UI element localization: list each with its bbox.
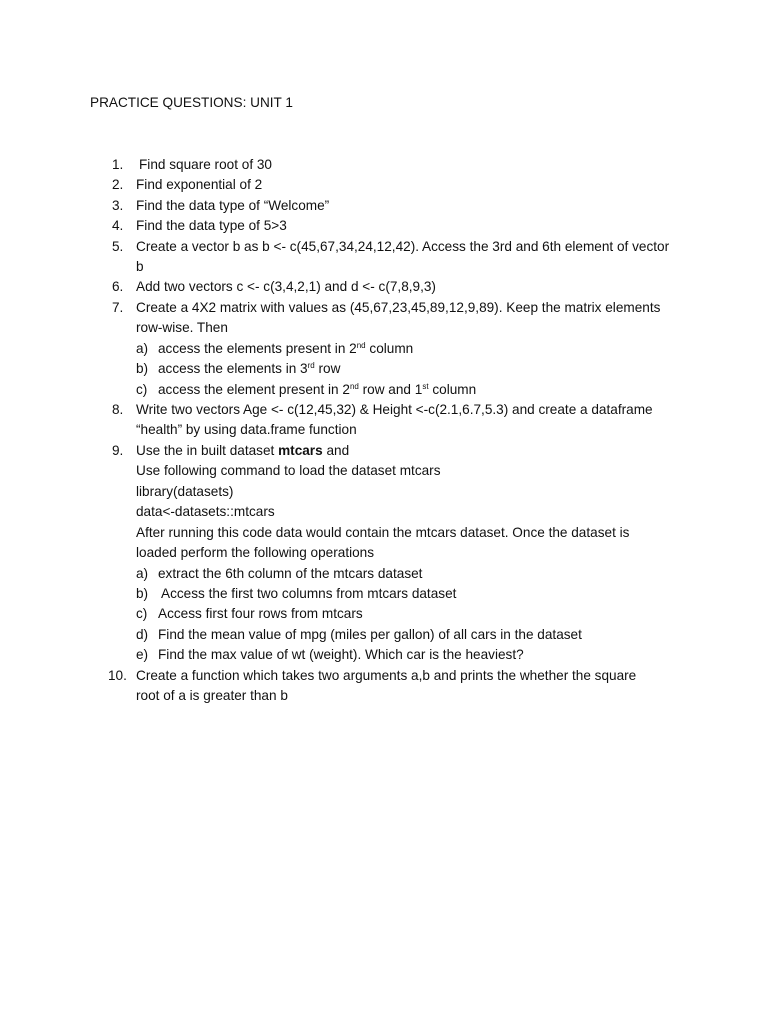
sub-question-label: a) xyxy=(136,341,149,356)
code-line: data<-datasets::mtcars xyxy=(136,504,275,519)
dataset-name: mtcars xyxy=(278,443,323,458)
sub-question-label: e) xyxy=(136,647,149,662)
question-text: Add two vectors c <- c(3,4,2,1) and d <- c(7,8,9,3) xyxy=(136,279,436,294)
question-text: loaded perform the following operations xyxy=(136,545,375,560)
sub-question-label: c) xyxy=(136,382,148,397)
question-number: 4. xyxy=(112,218,124,233)
sub-question-label: b) xyxy=(136,586,149,601)
sub-question-text: access the elements in 3 xyxy=(158,361,308,376)
question-number: 7. xyxy=(112,300,124,315)
superscript: nd xyxy=(349,382,359,391)
sub-question-text: row and 1 xyxy=(358,382,423,397)
sub-question-text: extract the 6th column of the mtcars dataset xyxy=(158,566,423,581)
question-number: 1. xyxy=(112,157,124,172)
question-text: Use following command to load the dataset mtcars xyxy=(136,463,441,478)
sub-question-label: b) xyxy=(136,361,149,376)
question-text: Find the data type of 5>3 xyxy=(136,218,287,233)
question-text: b xyxy=(136,259,144,274)
superscript: st xyxy=(422,382,429,391)
sub-question-label: d) xyxy=(136,627,149,642)
question-text: Create a vector b as b <- c(45,67,34,24,12,42). Access the 3rd and 6th element of vector xyxy=(136,239,670,254)
question-number: 3. xyxy=(112,198,124,213)
page-title: PRACTICE QUESTIONS: UNIT 1 xyxy=(90,95,293,110)
question-text: After running this code data would contain the mtcars dataset. Once the dataset is xyxy=(136,525,630,540)
question-text: Find square root of 30 xyxy=(139,157,272,172)
superscript: nd xyxy=(356,341,366,350)
sub-question-text: column xyxy=(365,341,414,356)
question-text: Create a 4X2 matrix with values as (45,67,23,45,89,12,9,89). Keep the matrix elements xyxy=(136,300,661,315)
sub-question-text: access the element present in 2 xyxy=(158,382,350,397)
question-text: Use the in built dataset xyxy=(136,443,279,458)
sub-question-text: Find the mean value of mpg (miles per gallon) of all cars in the dataset xyxy=(158,627,582,642)
question-text: “health” by using data.frame function xyxy=(136,422,357,437)
question-text: and xyxy=(322,443,350,458)
question-number: 10. xyxy=(108,668,127,683)
sub-question-label: c) xyxy=(136,606,148,621)
question-text: row-wise. Then xyxy=(136,320,228,335)
sub-question-text: Access first four rows from mtcars xyxy=(158,606,363,621)
question-text: Write two vectors Age <- c(12,45,32) & Height <-c(2.1,6.7,5.3) and create a dataframe xyxy=(136,402,653,417)
code-line: library(datasets) xyxy=(136,484,234,499)
question-text: Find exponential of 2 xyxy=(136,177,263,192)
sub-question-text: row xyxy=(314,361,341,376)
question-number: 6. xyxy=(112,279,124,294)
question-text: root of a is greater than b xyxy=(136,688,288,703)
question-number: 9. xyxy=(112,443,124,458)
sub-question-text: column xyxy=(428,382,477,397)
sub-question-label: a) xyxy=(136,566,149,581)
question-number: 2. xyxy=(112,177,124,192)
question-text: Create a function which takes two arguments a,b and prints the whether the square xyxy=(136,668,637,683)
superscript: rd xyxy=(307,361,315,370)
question-number: 8. xyxy=(112,402,124,417)
sub-question-text: Find the max value of wt (weight). Which car is the heaviest? xyxy=(158,647,524,662)
sub-question-text: access the elements present in 2 xyxy=(158,341,357,356)
question-number: 5. xyxy=(112,239,124,254)
sub-question-text: Access the first two columns from mtcars dataset xyxy=(158,586,457,601)
question-text: Find the data type of “Welcome” xyxy=(136,198,330,213)
